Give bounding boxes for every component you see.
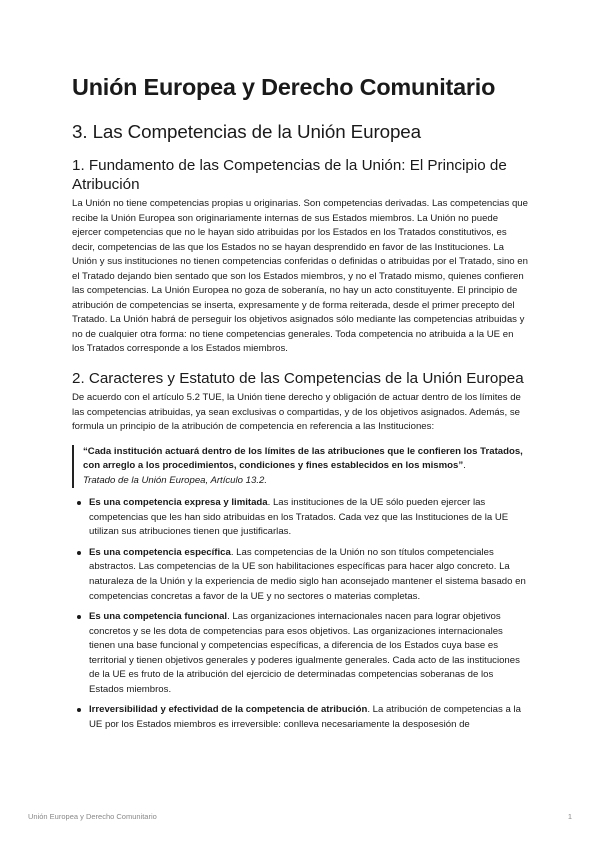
subsection-1-body: La Unión no tiene competencias propias u originarias. Son competencias derivadas. Las competencias que recibe la Unión Europea son originariamente internas de sus Estados miembros. La Unión no puede ejercer competencias que no le hayan sido atribuidas por los Estados en los Tratados constitutivos, es decir, competencias de las que los Estados no se hayan desprendido en favor de las Instituciones. La Unión y sus instituciones no tienen competencias conferidas o definidas o atribuidas por el Tratado, sino en el Tratado dejando bien sentado que son los Estados miembros, y no el Tratado mismo, quienes confieren las competencias. La Unión Europea no goza de soberanía, no hay un acto constituyente. El principio de atribución de competencias se inserta, expresamente y de forma reiterada, desde el primer precepto del Tratado. La Unión habrá de perseguir los objetivos asignados sólo mediante las competencias atribuidas y no de cualquier otra forma: no tiene competencias generales. Toda competencia no atribuida a la UE en los Tratados corresponde a los Estados miembros. [72, 198, 528, 355]
subsection-1-heading: 1. Fundamento de las Competencias de la Unión: El Principio de Atribución [72, 157, 507, 193]
list-item-bold: Es una competencia específica [89, 546, 231, 558]
list-item-text: . Las instituciones de la UE sólo pueden ejercer las competencias que les han sido atribuidas en los Tratados. Cada vez que las Instituciones de la UE utilizan sus atribuciones tienen que justificarlas. [89, 497, 509, 538]
bullet-icon [77, 615, 81, 619]
quote-block [72, 445, 528, 489]
characteristics-list [72, 496, 528, 732]
bullet-icon [77, 501, 81, 505]
footer-page-number: 1 [567, 812, 572, 821]
subsection-2-heading: 2. Caracteres y Estatuto de las Competencias de la Unión Europea [72, 370, 524, 388]
document-page [72, 72, 528, 739]
bullet-icon [77, 708, 81, 712]
list-item-bold: Irreversibilidad y efectividad de la competencia de atribución [89, 704, 368, 716]
list-item-text: . La atribución de competencias a la UE por los Estados miembros es irreversible: conlleva necesariamente la desposesión de [89, 704, 521, 730]
list-item [72, 703, 528, 732]
list-item-bold: Es una competencia funcional [89, 611, 228, 623]
list-item-text: . Las organizaciones internacionales nacen para lograr objetivos concretos y se les dota de competencias para esos objetivos. Las organizaciones internacionales tienen una base funcional y competencias específicas, a diferencia de los Estados cuya base es territorial y tienen objetivos generales y poderes igualmente generales. Cada acto de las instituciones de la UE es fruto de la atribución del ejercicio de determinadas competencias soberanas de los Estados miembros. [89, 611, 520, 695]
list-item [72, 546, 528, 604]
quote-end: . [463, 460, 466, 472]
subsection-2-intro: De acuerdo con el artículo 5.2 TUE, la Unión tiene derecho y obligación de actuar dentro de los límites de las competencias atribuidas, ya sean exclusivas o compartidas, y de los objetivos asignados. Además, se formula un principio de la atribución de competencia en referencia a las Instituciones: [72, 392, 521, 433]
bullet-icon [77, 551, 81, 555]
document-title: Unión Europea y Derecho Comunitario [72, 74, 496, 100]
footer-title: Unión Europea y Derecho Comunitario [28, 812, 157, 821]
quote-text: “Cada institución actuará dentro de los límites de las atribuciones que le confieren los Tratados, con arreglo a los procedimientos, condiciones y fines establecidos en los mismos” [83, 445, 523, 472]
list-item [72, 496, 528, 540]
list-item-bold: Es una competencia expresa y limitada [89, 497, 268, 509]
list-item [72, 610, 528, 697]
list-item-text: . Las competencias de la Unión no son títulos competenciales abstractos. Las competencias de la UE son habilitaciones específicas para hacer algo concreto. La naturaleza de la Unión y la experiencia de medio siglo han aconsejado mantener el sistema basado en competencias concretas a favor de la UE y no sectores o materias completas. [89, 546, 526, 602]
section-title: 3. Las Competencias de la Unión Europea [72, 121, 421, 142]
quote-source: Tratado de la Unión Europea, Artículo 13.2. [83, 474, 267, 486]
